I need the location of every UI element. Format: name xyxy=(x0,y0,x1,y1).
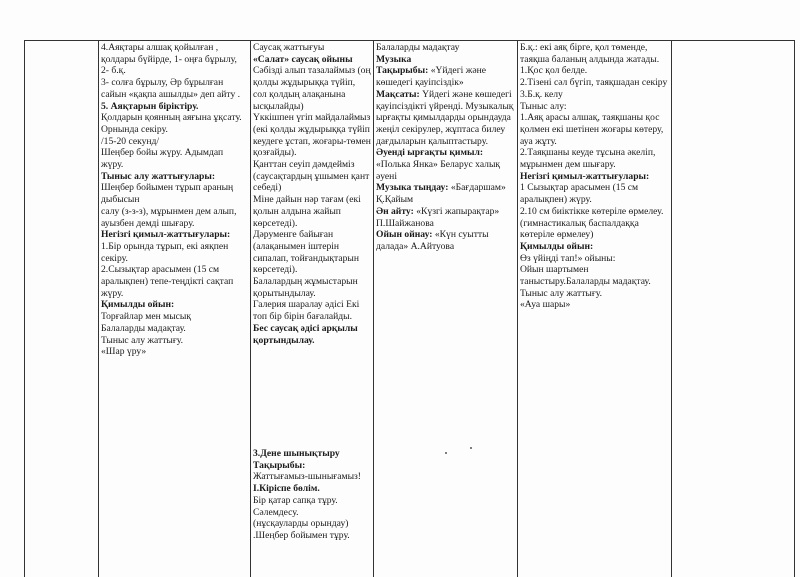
table-border-6 xyxy=(671,40,672,577)
line-rest: «Күзгі жапырақтар» П.Шайжанова xyxy=(376,205,500,229)
cell-activities-col3 xyxy=(253,42,371,422)
text-line: Қимылды ойын: xyxy=(520,240,594,252)
bold-lead: Ән айту: xyxy=(376,205,414,217)
text-line: Тақырыбы: xyxy=(253,459,306,471)
text-line: 1 Сызықтар арасымен (15 см аралықпен) жүру. xyxy=(520,182,639,206)
text-line: Тыныс алу: xyxy=(520,100,567,112)
text-line: (нұсқауларды орындау) xyxy=(253,518,349,530)
text-line: Міне дайын нәр тағам (екі қолын алдына жайып көрсетеді). xyxy=(253,194,361,229)
text-line: Үккішпен үгіп майдалаймыз (екі қолды жұдырыққа түйіп кеудеге ұстап, жоғары-төмен қозғайды). xyxy=(253,112,371,159)
table-border-7 xyxy=(794,40,795,577)
bold-lead: Тақырыбы: xyxy=(376,65,429,77)
text-line: Бес саусақ әдісі арқылы қортындылау. xyxy=(253,322,358,346)
text-line: 1.Бір орында тұрып, екі аяқпен секіру. xyxy=(101,240,229,264)
table-border-5 xyxy=(517,40,518,577)
text-line: Бір қатар сапқа тұру. xyxy=(253,494,338,506)
table-border-2 xyxy=(98,40,99,577)
text-line: Б.қ.: екі аяқ бірге, қол төменде, таяқша баланың алдында жатады. xyxy=(520,42,660,65)
line-rest: Үйдегі және көшедегі қауіпсіздікті үйренді. Музыкалық ырғақты қимылдарды орындауда жеңіл секірулер, жұптаса билеу дағдыларын қалыптастыру. xyxy=(376,88,514,147)
bold-lead: Мақсаты: xyxy=(376,88,420,100)
text-line: Сәлемдесу. xyxy=(253,506,299,518)
cell-activities-col5 xyxy=(520,42,669,311)
text-line: Шеңбер бойы жүру. Адымдап жүру. xyxy=(101,147,224,171)
text-line: 2.Тізені сәл бүгіп, таяқшадан секіру xyxy=(520,77,668,89)
text-line: 5. Аяқтарын біріктіру. xyxy=(101,100,199,112)
text-line: І.Кіріспе бөлім. xyxy=(253,483,320,495)
text-line: Қолдарын қоянның аяғына ұқсату. Орнында секіру. /15-20 секунд/ xyxy=(101,112,242,147)
text-line: Галерия шаралау әдісі Екі топ бір бірін бағалайды. xyxy=(253,299,360,323)
text-line: 2.Таяқшаны кеуде тұсына әкеліп, мұрынмен дем шығару. xyxy=(520,147,656,171)
text-line: 2.10 см биіктікке көтеріле өрмелеу. (гимнастикалық баспалдаққа көтеріле өрмелеу) xyxy=(520,205,664,241)
text-line xyxy=(376,206,515,229)
text-line xyxy=(376,147,515,182)
text-line: Музыка xyxy=(376,53,412,65)
line-rest: «Үйдегі және көшедегі қауіпсіздік» xyxy=(376,65,486,89)
text-line: Қанттан сеуіп дәмдейміз (саусақтардың ұшымен қант себеді) xyxy=(253,159,370,194)
table-border-4 xyxy=(373,40,374,577)
text-line xyxy=(376,182,515,205)
cell-physical-education xyxy=(253,448,371,542)
text-line: 1.Қос қол белде. xyxy=(520,65,588,77)
text-line: Торғайлар мен мысық xyxy=(101,311,192,323)
speck xyxy=(445,452,447,454)
bold-lead: Ойын ойнау: xyxy=(376,229,433,241)
text-line: 3- солға бұрылу, Әр бұрылған сайын «қақпа ашылды» деп айту . xyxy=(101,77,241,100)
text-line: 3.Дене шынықтыру xyxy=(253,448,340,459)
text-line xyxy=(376,65,515,88)
text-line: .Шеңбер бойымен тұру. xyxy=(253,529,350,541)
text-line: Тыныс алу жаттығулары: xyxy=(101,170,216,182)
text-line: Қимылды ойын: xyxy=(101,299,175,311)
table-top-border xyxy=(24,40,795,41)
text-line: Сәбізді алып тазалаймыз (оң қолды жұдырыққа түйіп, сол қолдың алақанына ысқылайды) xyxy=(253,65,371,112)
text-line: Тыныс алу жаттығу. xyxy=(101,334,184,346)
text-line: Жаттығамыз-шынығамыз! xyxy=(253,471,361,483)
line-rest: «Күн суытты далада» А.Айтуова xyxy=(376,229,489,252)
text-line xyxy=(376,229,515,252)
bold-lead: Музыка тыңдау: xyxy=(376,182,449,194)
text-line: Тыныс алу жаттығу. xyxy=(520,287,603,299)
text-line: 4.Аяқтары алшақ қойылған , қолдары бүйірде, 1- оңға бұрылу, 2- б.қ. xyxy=(101,42,237,77)
text-line: «Ауа шары» xyxy=(520,299,571,311)
text-line: Ойын шартымен таныстыру.Балаларды мадақтау. xyxy=(520,264,651,288)
bold-lead: Әуенді ырғақты қимыл: xyxy=(376,147,484,159)
line-rest: «Полька Янка» Беларус халық әуені xyxy=(376,159,501,182)
text-line: Балаларды мадақтау xyxy=(376,42,460,53)
text-line: «Салат» саусақ ойыны xyxy=(253,53,353,65)
cell-activities-col2 xyxy=(101,42,247,358)
text-line: 2.Сызықтар арасымен (15 см аралықпен) тепе-теңдікті сақтап жүру. xyxy=(101,264,234,299)
table-border-3 xyxy=(250,40,251,577)
line-rest: «Бағдаршам» Қ.Қайым xyxy=(376,182,506,206)
text-line xyxy=(376,89,515,148)
speck xyxy=(470,447,472,449)
text-line: Өз үйіңді тап!» ойыны: xyxy=(520,252,616,264)
text-line: Саусақ жаттығуы xyxy=(253,42,325,53)
text-line: Шеңбер бойымен тұрып араның дыбысын xyxy=(101,182,234,206)
text-line: салу (з-з-з), мұрынмен дем алып, ауызбен демді шығару. xyxy=(101,205,237,229)
cell-music-lesson xyxy=(376,42,515,253)
table-border-1 xyxy=(24,40,25,577)
text-line: 1.Аяқ арасы алшақ, таяқшаны қос қолмен екі шетінен жоғары көтеру, ауа жұту. xyxy=(520,112,664,147)
text-line: Негізгі қимыл-жаттығулары: xyxy=(101,229,231,241)
text-line: Негізгі қимыл-жаттығулары: xyxy=(520,170,650,182)
text-line: 3.Б.қ. келу xyxy=(520,88,563,100)
text-line: Дәруменге байыған (алақанымен іштерін сипалап, тойғандықтарын көрсетеді). xyxy=(253,229,359,276)
text-line: Балалардың жұмыстарын қорытындылау. xyxy=(253,276,358,299)
text-line: «Шар үру» xyxy=(101,346,147,358)
text-line: Балаларды мадақтау. xyxy=(101,322,186,334)
